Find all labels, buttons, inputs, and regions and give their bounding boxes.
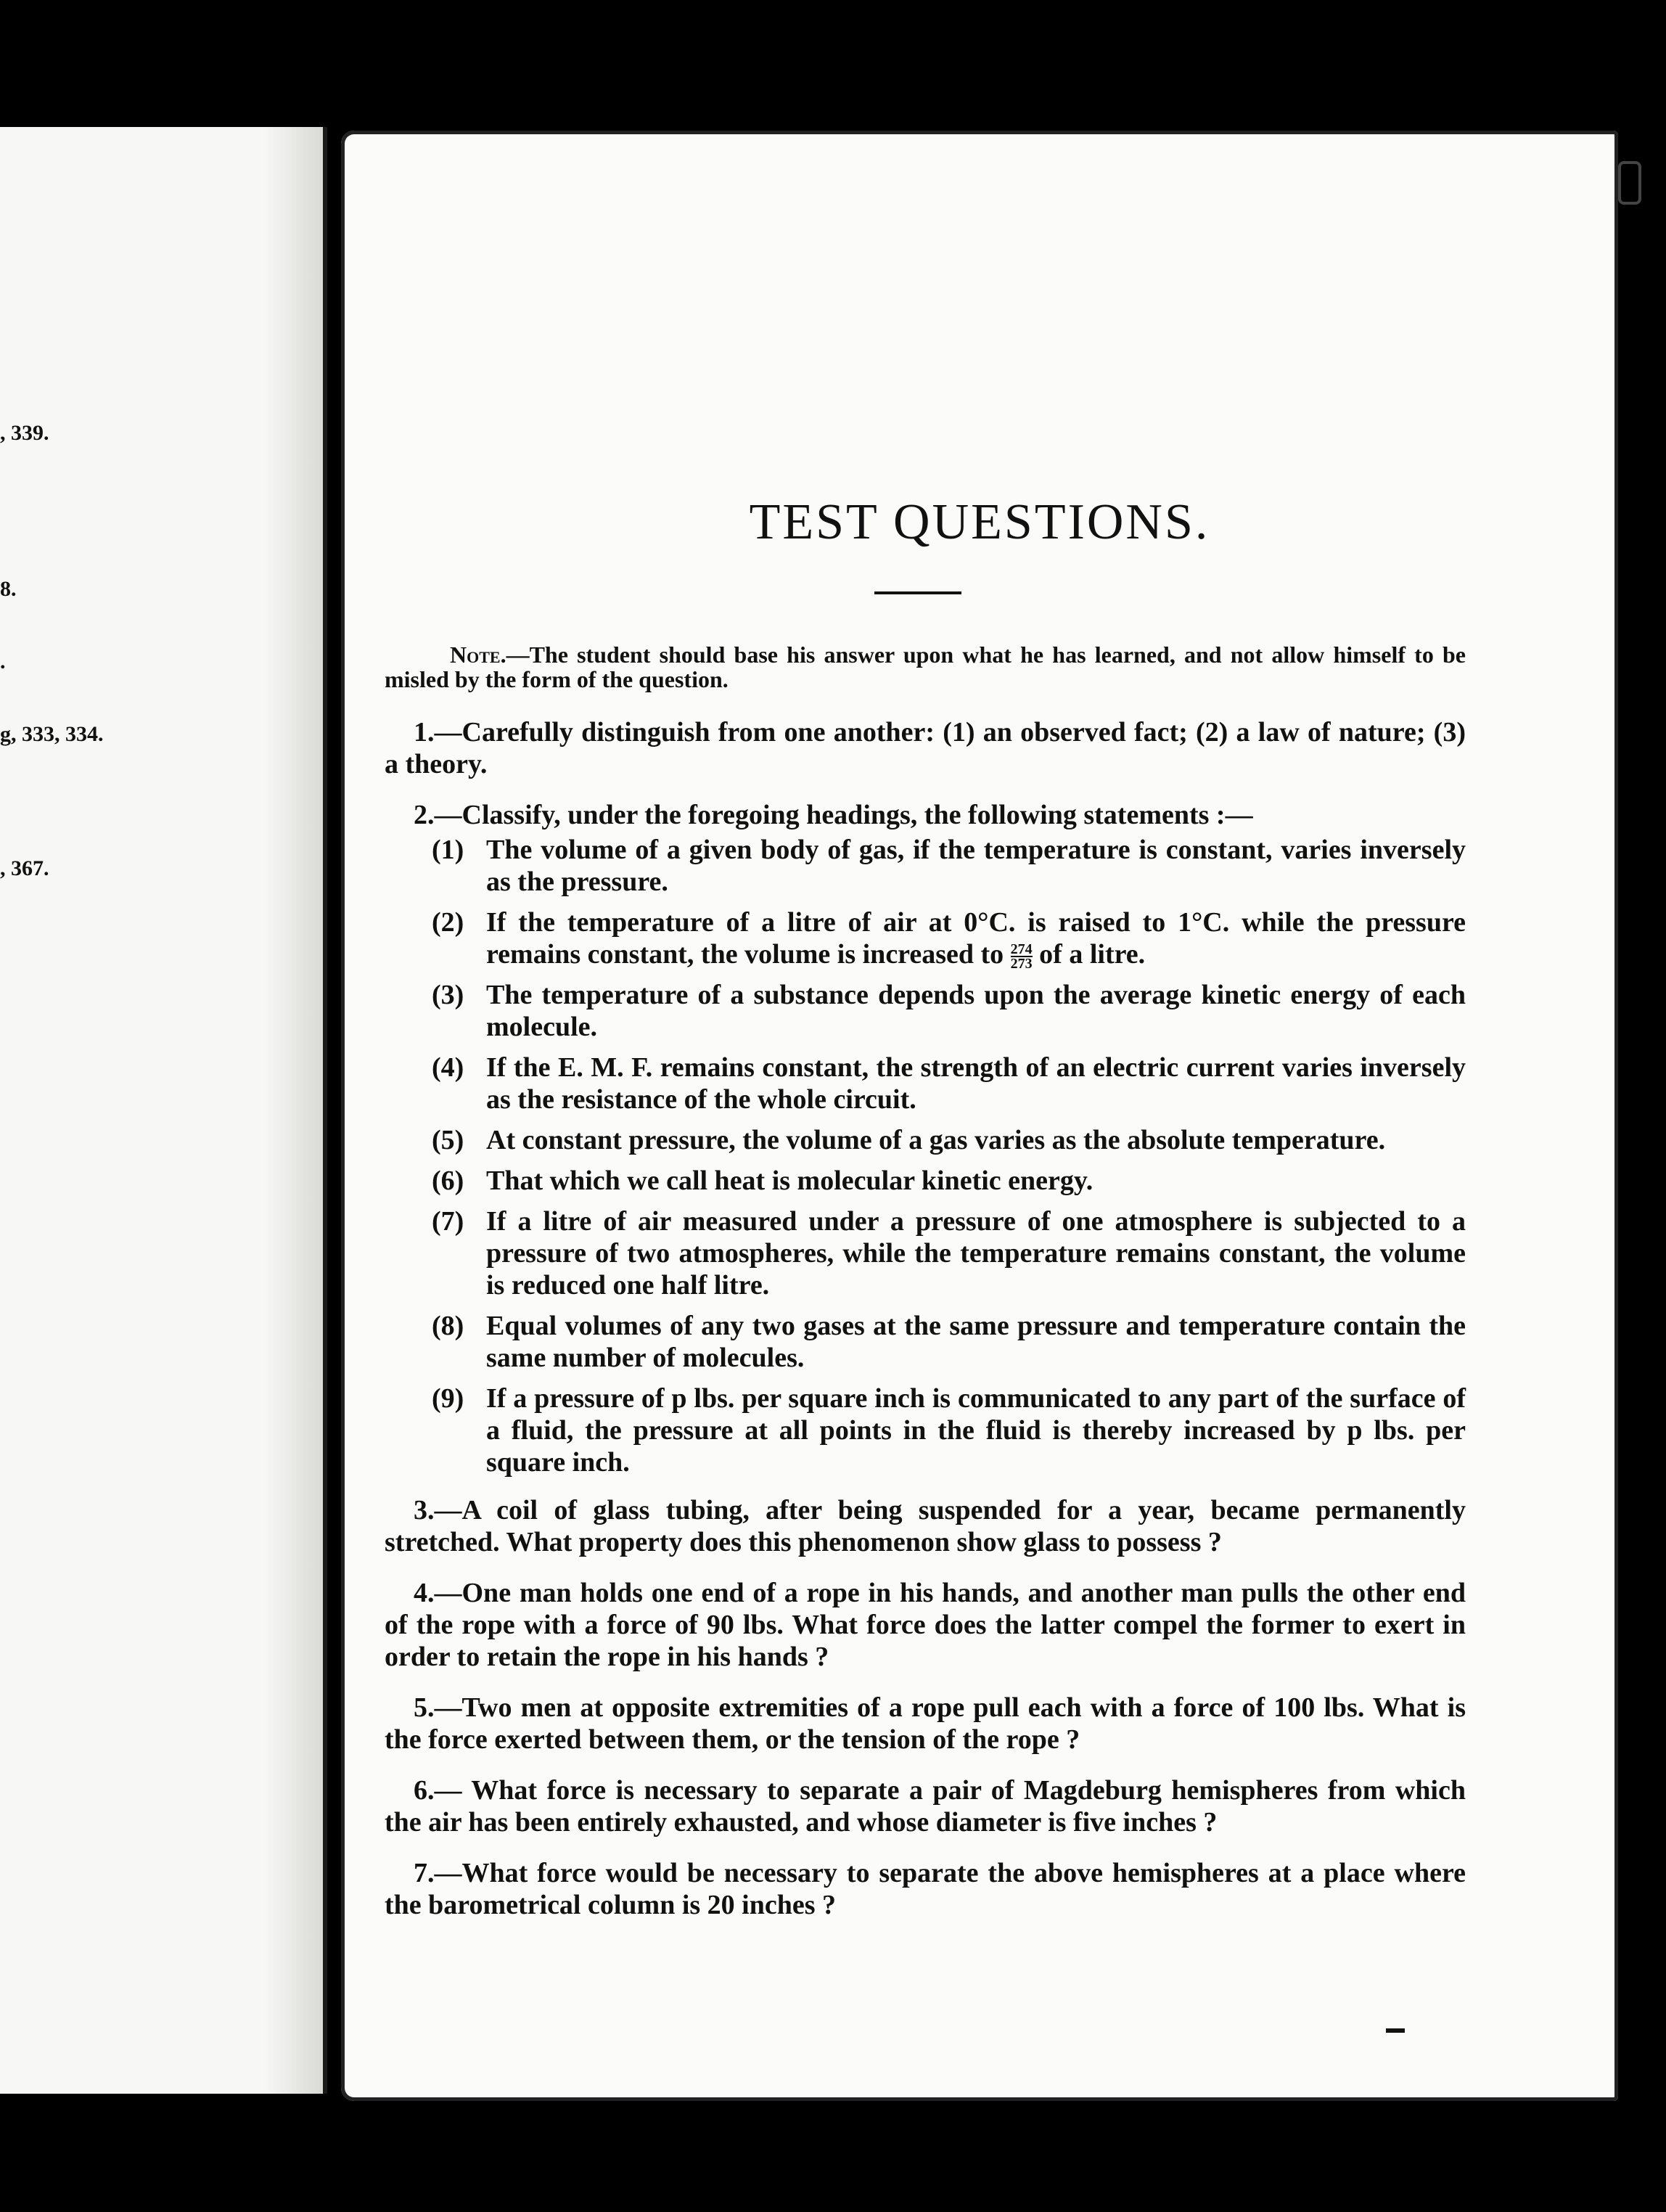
question-number: 6.: [414, 1775, 435, 1806]
statement-text-part: of a litre.: [1039, 939, 1146, 970]
index-entry: .: [0, 650, 6, 673]
page-content: [385, 642, 1466, 1940]
question-4: [385, 1577, 1466, 1673]
margin-mark: [1386, 2028, 1405, 2033]
page-title: TEST QUESTIONS.: [749, 494, 1210, 550]
statement-2: [432, 906, 1466, 970]
statement-8: [432, 1310, 1466, 1374]
statement-number: (7): [432, 1206, 464, 1237]
statement-text-part: If the temperature of a litre of air at 0°C. is raised to 1°C. while the pressure remains constant, the volume is increased to: [486, 907, 1466, 970]
statement-text: If a litre of air measured under a pressure of one atmosphere is subjected to a pressure of two atmospheres, while the temperature remains constant, the volume is reduced one half litre.: [486, 1206, 1466, 1301]
question-number: 7.: [414, 1858, 435, 1889]
statement-text: If a pressure of p lbs. per square inch is communicated to any part of the surface of a fluid, the pressure at all points in the fluid is thereby increased by p lbs. per square inch.: [486, 1383, 1466, 1478]
statement-number: (1): [432, 835, 464, 865]
question-5: [385, 1692, 1466, 1756]
statement-6: [432, 1165, 1466, 1197]
question-6: [385, 1774, 1466, 1838]
index-entry: g, 333, 334.: [0, 722, 104, 746]
statement-text: Equal volumes of any two gases at the same pressure and temperature contain the same number of molecules.: [486, 1311, 1466, 1374]
index-entry: 8.: [0, 577, 17, 601]
question-text: —Classify, under the foregoing headings, the following statements :—: [434, 800, 1253, 830]
question-number: 1.: [414, 717, 435, 747]
statement-9: [432, 1382, 1466, 1478]
question-7: [385, 1857, 1466, 1921]
statement-1: [432, 834, 1466, 898]
title-rule: [874, 591, 961, 594]
note-label: Note.: [450, 642, 506, 668]
statement-number: (2): [432, 907, 464, 938]
fraction-denominator: 273: [1010, 956, 1033, 972]
page-tab-mark: [1618, 161, 1641, 205]
question-1: [385, 716, 1466, 780]
statement-text: If the E. M. F. remains constant, the strength of an electric current varies inversely as the resistance of the whole circuit.: [486, 1052, 1466, 1115]
statement-number: (6): [432, 1166, 464, 1197]
statement-text: [486, 906, 1466, 970]
statement-text: The volume of a given body of gas, if the temperature is constant, varies inversely as the pressure.: [486, 835, 1466, 897]
statement-text: At constant pressure, the volume of a gas varies as the absolute temperature.: [486, 1125, 1386, 1156]
question-text: —A coil of glass tubing, after being suspended for a year, became permanently stretched. What property does this phenomenon show glass to possess ?: [385, 1495, 1466, 1558]
note: [385, 642, 1466, 692]
statement-number: (9): [432, 1383, 464, 1414]
question-number: 2.: [414, 800, 435, 830]
page-gutter: [265, 127, 323, 2094]
question-2: [385, 799, 1466, 831]
question-text: —Carefully distinguish from one another: (1) an observed fact; (2) a law of nature; (3) a theory.: [385, 717, 1466, 779]
statement-5: [432, 1124, 1466, 1156]
question-text: —One man holds one end of a rope in his hands, and another man pulls the other end of the rope with a force of 90 lbs. What force does the latter compel the former to exert in order to retain the rope in his hands ?: [385, 1578, 1466, 1673]
statement-number: (5): [432, 1125, 464, 1156]
statement-number: (3): [432, 980, 464, 1011]
statement-number: (4): [432, 1052, 464, 1084]
fraction-numerator: 274: [1010, 941, 1033, 958]
statement-4: [432, 1052, 1466, 1115]
question-number: 5.: [414, 1692, 435, 1724]
question-text: — What force is necessary to separate a pair of Magdeburg hemispheres from which the air has been entirely exhausted, and whose diameter is five inches ?: [385, 1775, 1466, 1838]
question-text: —What force would be necessary to separate the above hemispheres at a place where the barometrical column is 20 inches ?: [385, 1858, 1466, 1921]
index-entry: , 339.: [0, 421, 49, 445]
question-3: [385, 1494, 1466, 1558]
right-page: [341, 131, 1618, 2101]
statement-text: That which we call heat is molecular kinetic energy.: [486, 1166, 1093, 1197]
index-entry: , 367.: [0, 856, 49, 880]
question-text: —Two men at opposite extremities of a rope pull each with a force of 100 lbs. What is the force exerted between them, or the tension of the rope ?: [385, 1692, 1466, 1756]
fraction: [1011, 943, 1033, 970]
statement-list: [385, 834, 1466, 1478]
statement-number: (8): [432, 1311, 464, 1342]
statement-7: [432, 1205, 1466, 1301]
question-number: 4.: [414, 1578, 435, 1609]
statement-3: [432, 979, 1466, 1043]
question-number: 3.: [414, 1495, 435, 1526]
statement-text: The temperature of a substance depends upon the average kinetic energy of each molecule.: [486, 980, 1466, 1043]
left-page: [0, 127, 327, 2094]
note-text: —The student should base his answer upon what he has learned, and not allow himself to be misled by the form of the question.: [385, 642, 1466, 692]
